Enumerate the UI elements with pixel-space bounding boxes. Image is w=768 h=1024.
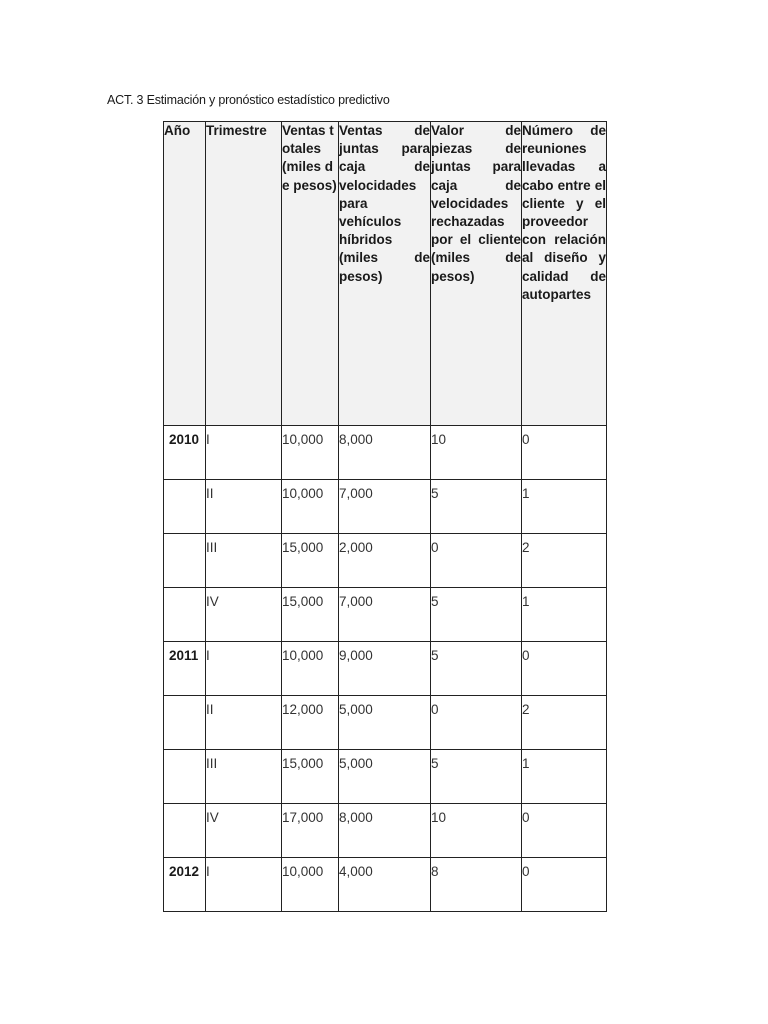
header-total-sales: Ventas totales (miles de pesos) [282,122,339,426]
cell-meetings: 1 [522,480,607,534]
header-gasket-sales: Ventas de juntas para caja de velocidades para vehículos híbridos (miles de pesos) [339,122,431,426]
table-row [164,480,607,534]
cell-meetings: 2 [522,696,607,750]
cell-gasket-sales: 7,000 [339,588,431,642]
cell-quarter: II [206,480,282,534]
cell-meetings: 1 [522,750,607,804]
cell-meetings: 2 [522,534,607,588]
table-body [164,426,607,912]
cell-total-sales: 10,000 [282,858,339,912]
cell-meetings: 1 [522,588,607,642]
cell-gasket-sales: 8,000 [339,426,431,480]
cell-year [164,750,206,804]
table-row [164,696,607,750]
cell-year [164,588,206,642]
cell-year [164,696,206,750]
cell-quarter: IV [206,588,282,642]
cell-total-sales: 10,000 [282,642,339,696]
cell-meetings: 0 [522,804,607,858]
cell-year [164,534,206,588]
table-row [164,534,607,588]
cell-quarter: III [206,750,282,804]
cell-rejected-value: 5 [431,480,522,534]
cell-rejected-value: 10 [431,804,522,858]
cell-total-sales: 15,000 [282,588,339,642]
cell-gasket-sales: 5,000 [339,750,431,804]
cell-gasket-sales: 7,000 [339,480,431,534]
cell-total-sales: 12,000 [282,696,339,750]
cell-total-sales: 10,000 [282,480,339,534]
header-quarter: Trimestre [206,122,282,426]
cell-quarter: II [206,696,282,750]
document-title: ACT. 3 Estimación y pronóstico estadístico predictivo [107,93,390,107]
cell-meetings: 0 [522,642,607,696]
header-year: Año [164,122,206,426]
cell-year: 2010 [164,426,206,480]
cell-meetings: 0 [522,426,607,480]
table-header [164,122,607,426]
cell-quarter: I [206,426,282,480]
cell-total-sales: 17,000 [282,804,339,858]
cell-year [164,804,206,858]
table-row [164,426,607,480]
cell-year: 2011 [164,642,206,696]
cell-rejected-value: 5 [431,588,522,642]
cell-gasket-sales: 8,000 [339,804,431,858]
cell-gasket-sales: 2,000 [339,534,431,588]
table-row [164,642,607,696]
cell-rejected-value: 0 [431,534,522,588]
cell-rejected-value: 0 [431,696,522,750]
cell-year [164,480,206,534]
cell-gasket-sales: 4,000 [339,858,431,912]
cell-total-sales: 10,000 [282,426,339,480]
header-rejected-value: Valor de piezas de juntas para caja de velocidades rechazadas por el cliente (miles de pesos) [431,122,522,426]
cell-total-sales: 15,000 [282,750,339,804]
cell-rejected-value: 5 [431,642,522,696]
table-row [164,750,607,804]
cell-rejected-value: 8 [431,858,522,912]
header-meetings: Número de reuniones llevadas a cabo entre el cliente y el proveedor con relación al diseño y calidad de autopartes [522,122,607,426]
cell-rejected-value: 5 [431,750,522,804]
cell-gasket-sales: 5,000 [339,696,431,750]
cell-quarter: III [206,534,282,588]
cell-quarter: I [206,642,282,696]
header-row [164,122,607,426]
cell-total-sales: 15,000 [282,534,339,588]
cell-meetings: 0 [522,858,607,912]
table-row [164,588,607,642]
cell-gasket-sales: 9,000 [339,642,431,696]
cell-quarter: IV [206,804,282,858]
data-table [163,121,607,912]
table-row [164,804,607,858]
cell-rejected-value: 10 [431,426,522,480]
table-row [164,858,607,912]
cell-quarter: I [206,858,282,912]
cell-year: 2012 [164,858,206,912]
